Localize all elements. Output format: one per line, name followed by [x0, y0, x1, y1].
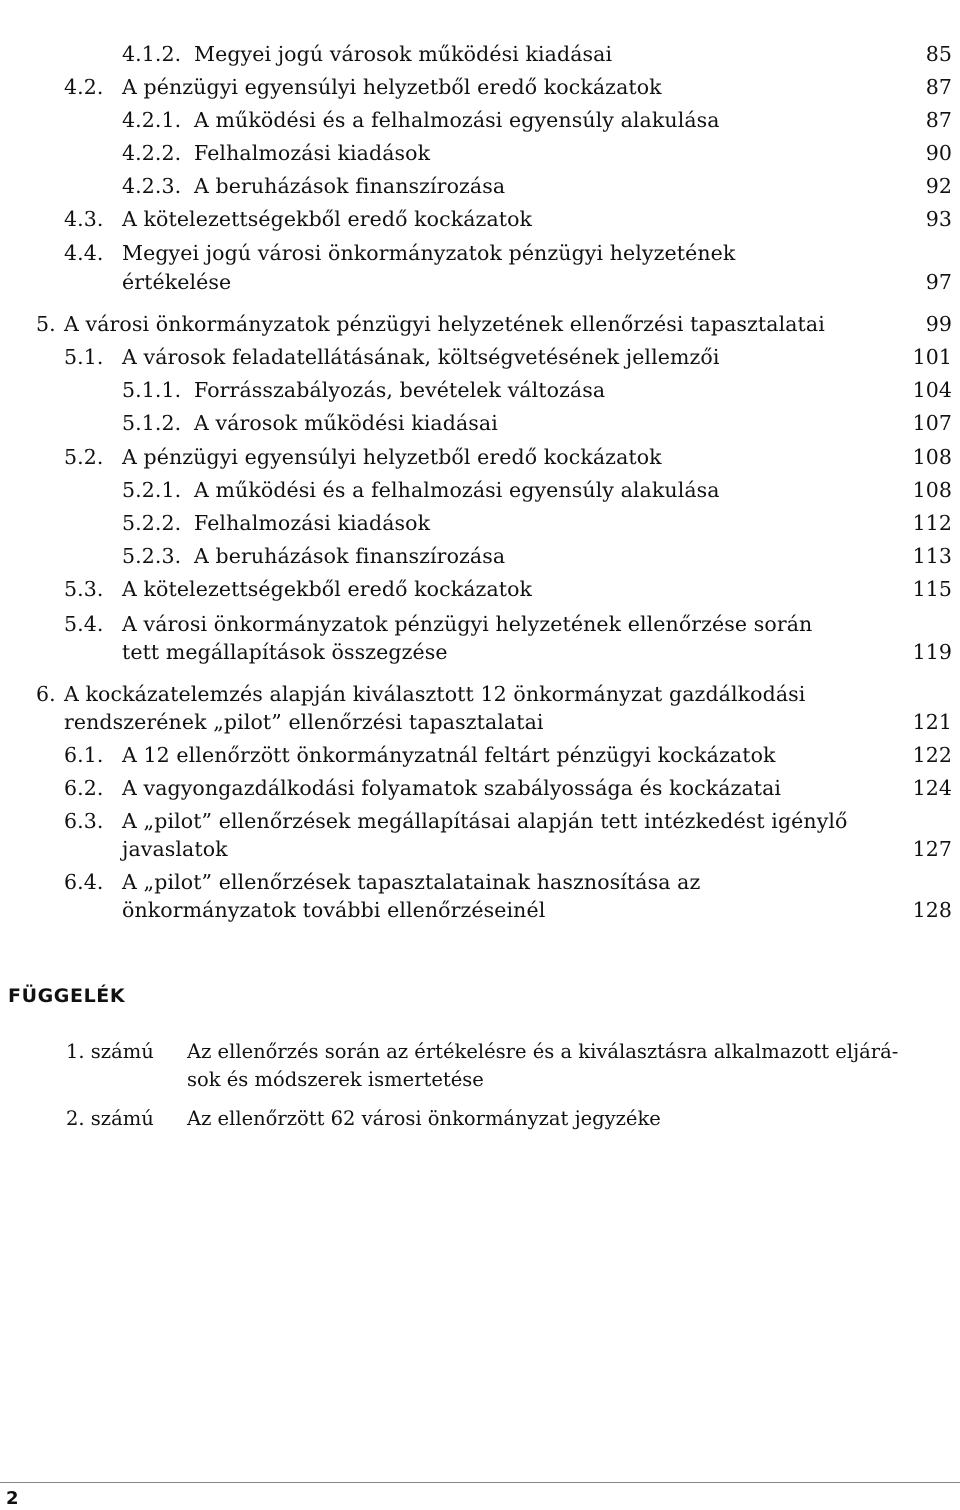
toc-entry-title: A pénzügyi egyensúlyi helyzetből eredő kockázatok [122, 445, 662, 469]
toc-entry-title: A vagyongazdálkodási folyamatok szabályossága és kockázatai [122, 776, 782, 800]
toc-entry-number: 5.2.2. [122, 511, 182, 535]
toc-entry-page: 107 [912, 411, 952, 435]
toc-entry-number: 4.3. [64, 207, 104, 231]
toc-entry-title: A működési és a felhalmozási egyensúly alakulása [194, 478, 720, 502]
toc-entry-page: 92 [925, 174, 952, 198]
toc-entry-title: A működési és a felhalmozási egyensúly alakulása [194, 108, 720, 132]
toc-entry-page: 128 [912, 898, 952, 922]
toc-entry-title: A beruházások finanszírozása [194, 174, 506, 198]
toc-entry-page: 104 [912, 378, 952, 402]
toc-entry-page: 113 [912, 544, 952, 568]
appendix-item-text: Az ellenőrzött 62 városi önkormányzat jegyzéke [187, 1107, 661, 1130]
toc-entry-number: 4.2. [64, 75, 104, 99]
toc-entry-title-continued: rendszerének „pilot” ellenőrzési tapasztalatai [64, 710, 544, 734]
toc-entry-title: A pénzügyi egyensúlyi helyzetből eredő kockázatok [122, 75, 662, 99]
toc-entry-number: 5.1.1. [122, 378, 182, 402]
footer-divider [0, 1482, 960, 1483]
toc-entry-page: 121 [912, 710, 952, 734]
toc-entry-title: Forrásszabályozás, bevételek változása [194, 378, 606, 402]
toc-entry-page: 87 [925, 108, 952, 132]
toc-entry-title-continued: javaslatok [122, 837, 228, 861]
toc-entry-page: 124 [912, 776, 952, 800]
toc-entry-page: 97 [925, 270, 952, 294]
toc-entry-page: 85 [925, 42, 952, 66]
toc-entry-number: 6.3. [64, 809, 104, 833]
toc-entry-number: 4.4. [64, 241, 104, 265]
toc-entry-title: A „pilot” ellenőrzések megállapításai alapján tett intézkedést igénylő [122, 809, 848, 833]
appendix-item-label: 1. számú [66, 1040, 154, 1063]
toc-entry-page: 87 [925, 75, 952, 99]
toc-entry-title: A 12 ellenőrzött önkormányzatnál feltárt pénzügyi kockázatok [122, 743, 776, 767]
toc-entry-title: A kötelezettségekből eredő kockázatok [122, 207, 533, 231]
toc-entry-page: 119 [912, 640, 952, 664]
toc-entry-number: 5.1. [64, 345, 104, 369]
page-number: 2 [6, 1488, 19, 1509]
toc-entry-number: 4.2.3. [122, 174, 182, 198]
toc-entry-title: A városok feladatellátásának, költségvetésének jellemzői [122, 345, 720, 369]
toc-entry-number: 4.1.2. [122, 42, 182, 66]
toc-entry-title-continued: értékelése [122, 270, 232, 294]
toc-entry-title: A kockázatelemzés alapján kiválasztott 12 önkormányzat gazdálkodási [64, 682, 806, 706]
toc-entry-number: 5.1.2. [122, 411, 182, 435]
toc-entry-number: 6.1. [64, 743, 104, 767]
toc-entry-page: 90 [925, 141, 952, 165]
toc-entry-title: Megyei jogú városi önkormányzatok pénzügyi helyzetének [122, 241, 736, 265]
toc-entry-title-continued: tett megállapítások összegzése [122, 640, 448, 664]
toc-entry-number: 5.4. [64, 612, 104, 636]
toc-entry-number: 4.2.2. [122, 141, 182, 165]
toc-entry-title: Felhalmozási kiadások [194, 141, 431, 165]
toc-entry-number: 5.2.1. [122, 478, 182, 502]
toc-entry-title: A beruházások finanszírozása [194, 544, 506, 568]
toc-entry-number: 5.3. [64, 577, 104, 601]
toc-entry-number: 6. [36, 682, 56, 706]
toc-entry-page: 112 [912, 511, 952, 535]
toc-entry-number: 4.2.1. [122, 108, 182, 132]
toc-entry-number: 5.2.3. [122, 544, 182, 568]
toc-entry-title: Megyei jogú városok működési kiadásai [194, 42, 613, 66]
toc-entry-title-continued: önkormányzatok további ellenőrzéseinél [122, 898, 546, 922]
toc-entry-title: Felhalmozási kiadások [194, 511, 431, 535]
toc-entry-page: 127 [912, 837, 952, 861]
toc-entry-page: 115 [912, 577, 952, 601]
toc-entry-page: 108 [912, 445, 952, 469]
appendix-heading: FÜGGELÉK [8, 985, 126, 1007]
toc-entry-number: 5. [36, 312, 56, 336]
appendix-item-text-continued: sok és módszerek ismertetése [187, 1068, 484, 1091]
toc-entry-title: A kötelezettségekből eredő kockázatok [122, 577, 533, 601]
toc-entry-title: A „pilot” ellenőrzések tapasztalatainak hasznosítása az [122, 870, 701, 894]
toc-entry-number: 5.2. [64, 445, 104, 469]
toc-entry-page: 93 [925, 207, 952, 231]
toc-entry-page: 101 [912, 345, 952, 369]
appendix-item-text: Az ellenőrzés során az értékelésre és a kiválasztásra alkalmazott eljárá- [187, 1040, 899, 1063]
toc-entry-title: A városok működési kiadásai [194, 411, 498, 435]
toc-entry-number: 6.4. [64, 870, 104, 894]
toc-entry-title: A városi önkormányzatok pénzügyi helyzetének ellenőrzési tapasztalatai [64, 312, 825, 336]
toc-entry-page: 122 [912, 743, 952, 767]
toc-entry-page: 108 [912, 478, 952, 502]
appendix-item-label: 2. számú [66, 1107, 154, 1130]
toc-entry-number: 6.2. [64, 776, 104, 800]
toc-entry-title: A városi önkormányzatok pénzügyi helyzetének ellenőrzése során [122, 612, 813, 636]
toc-entry-page: 99 [925, 312, 952, 336]
